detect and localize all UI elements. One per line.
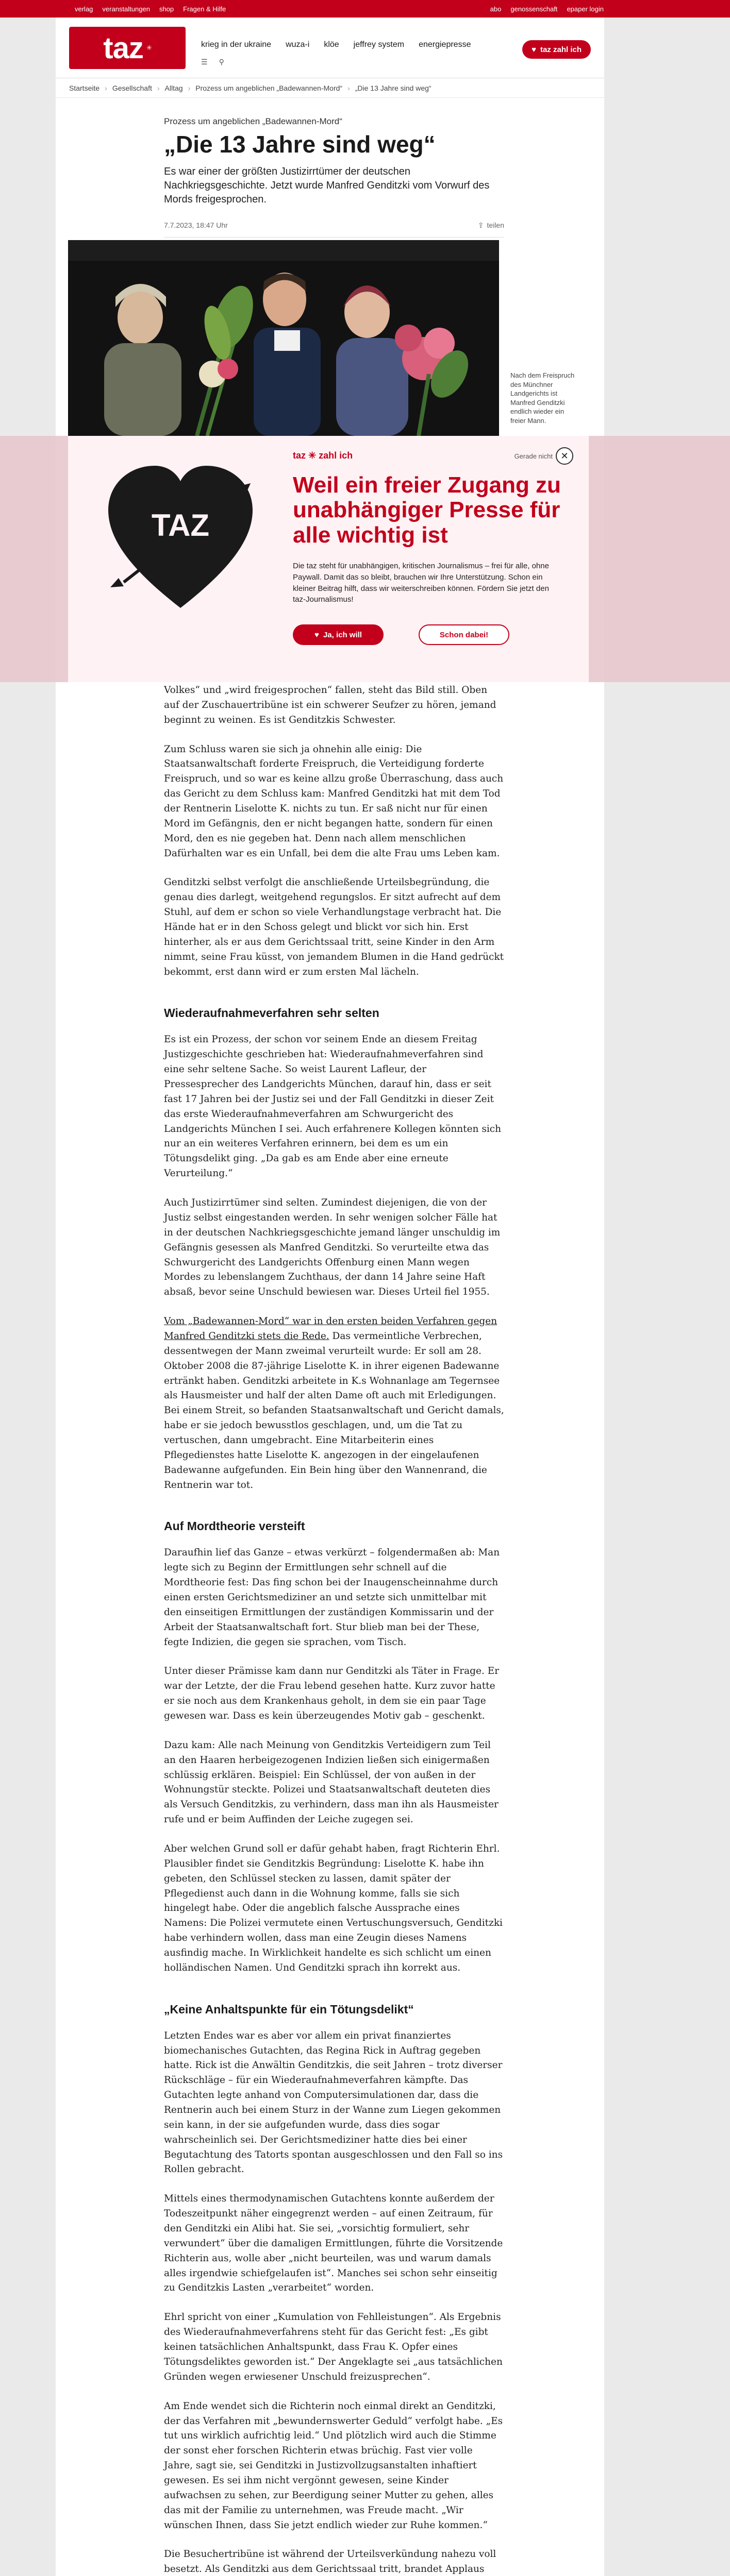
- nav-item-4[interactable]: jeffrey system: [353, 40, 405, 49]
- article-headline: „Die 13 Jahre sind weg“: [164, 131, 436, 158]
- nav-icons: [201, 58, 224, 66]
- heart-logo-text: TAZ: [151, 508, 210, 543]
- paragraph: Letzten Endes war es aber vor allem ein privat finanziertes biomechanisches Gutachten, das Regina Rick in Auftrag gegeben hatte. Rick ist die Anwältin Genditzkis, die seit Jahren – trotz diverser Rückschläge – für ein Wiederaufnahmeverfahren kämpfte. Das Gutachten legte anhand von Computersimulationen dar, dass die Rentnerin auch bei einem Sturz in der Wanne zum Liegen gekommen sein kann, in der sie aufgefunden wurde, dass dies sogar wahrscheinlich sei. Der Gerichtsmediziner hatte dies bei einer Begutachtung des Tatorts spontan ausgeschlossen und den Fall so ins Rollen gebracht.: [164, 2030, 503, 2175]
- share-label: teilen: [487, 221, 504, 230]
- close-icon[interactable]: ✕: [556, 447, 573, 465]
- logo-text: taz: [103, 31, 143, 65]
- breadcrumb-item-topic[interactable]: Prozess um angeblichen „Badewannen-Mord“: [195, 84, 343, 92]
- paragraph: Es ist ein Prozess, der schon vor seinem Ende an diesem Freitag Justizgeschichte geschrieben hat: Wiederaufnahmeverfahren sind eine sehr seltene Sache. So weist Laurent Lafleur, der Pressesprecher des Landgerichts München, darauf hin, dass er seit fast 17 Jahren bei der Justiz sei und der Fall Genditzki in dieser Zeit das erste Wiederaufnahmeverfahren am Schwurgericht des Landgerichts München I sei. Auch erfahrenere Kollegen könnten sich nur an ein weiteres Verfahren erinnern, bei dem es um ein Tötungsdelikt ging. „Da gab es am Ende aber eine erneute Verurteilung.“: [164, 1034, 502, 1179]
- paragraph: Mittels eines thermodynamischen Gutachtens konnte außerdem der Todeszeitpunkt näher eingegrenzt werden – auf einen Zeitraum, für den Genditzki ein Alibi hat. Sie sei, „vorsichtig formuliert, sehr verwundert“ über die damaligen Ermittlungen, führte die Vorsitzende Richterin aus, wolle aber „nicht beurteilen, was und warum damals alles irgendwie schiefgelaufen ist“. Manches sei schon sehr einseitig zu Genditzkis Lasten „verarbeitet“ worden.: [164, 2193, 503, 2294]
- paragraph-text: Das vermeintliche Verbrechen, dessentwegen der Mann zweimal verurteilt wurde: Er soll am 28. Oktober 2008 die 87-jährige Liselotte K. in ihrer eigenen Badewanne ertränkt haben. Genditzki arbeitete in K.s Wohnanlage am Tegernsee als Hausmeister und half der alten Dame oft auch mit Erledigungen. Bei einem Streit, so befanden Staatsanwaltschaft und Gericht damals, habe er sie jedoch bewusstlos geschlagen, und, um die Tat zu vertuschen, dann umgebracht. Eine Mitarbeiterin eines Pflegedienstes hatte Liselotte K. angezogen in der eingelaufenen Badewanne aufgefunden. Ein Bein hing über den Wannenrand, die Rentnerin war tot.: [164, 1330, 504, 1490]
- heart-logo-icon: [103, 459, 258, 618]
- paragraph: Aber welchen Grund soll er dafür gehabt haben, fragt Richterin Ehrl. Plausibler findet sie Genditzkis Begründung: Liselotte K. habe ihn gebeten, den Schlüssel stecken zu lassen, damit später der Pflegedienst auch dann in die Wohnung komme, falls sie sich hingelegt habe. Oder die angeblich falsche Aussprache eines Namens: Die Polizei vermutete einen Vertuschungsversuch, Genditzki habe verhindern wollen, dass man eine Zeugin dieses Namens ausfindig mache. In Wirklichkeit handelte es sich schlicht um einen holländischen Namen. Und Genditzki sprach ihn korrekt aus.: [164, 1843, 503, 1973]
- support-button-label: taz zahl ich: [540, 45, 582, 54]
- breadcrumb-item-alltag[interactable]: Alltag: [164, 84, 183, 92]
- banner-brand: taz ✳ zahl ich: [293, 450, 353, 461]
- banner-text: Die taz steht für unabhängigen, kritischen Journalismus – frei für alle, ohne Paywall. Damit das so bleibt, brauchen wir Ihre Unterstützung. Schon ein kleiner Beitrag hilft, dass wir weiterschreiben können. Fördern Sie jetzt den taz-Journalismus!: [293, 562, 549, 604]
- main-nav: [201, 40, 471, 49]
- taz-logo[interactable]: [69, 27, 186, 69]
- paragraph: Dazu kam: Alle nach Meinung von Genditzkis Verteidigern zum Teil an den Haaren herbeigezogenen Indizien ließen sich einigermaßen schlüssig erklären. Beispiel: Ein Schlüssel, der von außen in der Wohnungstür steckte. Polizei und Staatsanwaltschaft deuteten dies als Versuch Genditzkis, zu verhindern, dass man ihn als Hausmeister rufe und er beim Auffinden der Leiche zugegen sei.: [164, 1739, 499, 1825]
- paragraph: Die Besuchertribüne ist während der Urteilsverkündung nahezu voll besetzt. Als Genditzki aus dem Gerichtssaal tritt, brandet Applaus: [164, 2549, 496, 2575]
- paragraph: Genditzki selbst verfolgt die anschließende Urteilsbegründung, die genau dies darlegt, weitgehend regungslos. Er sitzt aufrecht auf dem Stuhl, auf dem er schon so viele Verhandlungstage verbracht hat. Die Hände hat er in den Schoss gelegt und blickt vor sich hin. Erst hinterher, als er aus dem Gerichtssaal tritt, seine Kinder in den Arm nimmt, seine Frau küsst, von jemandem Blumen in die Hand gedrückt bekommt, erst dann wird er zum ersten Mal lächeln.: [164, 877, 504, 977]
- breadcrumb-item-current: „Die 13 Jahre sind weg“: [355, 84, 432, 92]
- article-teaser: Es war einer der größten Justizirrtümer der deutschen Nachkriegsgeschichte. Jetzt wurde Manfred Genditzki vom Vorwurf des Mords freigesprochen.: [164, 165, 490, 205]
- paragraph: Unter dieser Prämisse kam dann nur Genditzki als Täter in Frage. Er war der Letzte, der die Frau lebend gesehen hatte. Kurz zuvor hatte er sie noch aus dem Krankenhaus geholt, in dem sie ein paar Tage gewesen war. Dass es kein überzeugendes Motiv gab – geschenkt.: [164, 1666, 500, 1721]
- paragraph: Volkes“ und „wird freigesprochen“ fallen, steht das Bild still. Oben auf der Zuschauertribüne ist ein schwerer Seufzer zu hören, jemand beginnt zu weinen. Es ist Genditzkis Schwester.: [164, 685, 496, 725]
- article-header: [164, 116, 504, 238]
- topbar-link-help[interactable]: Fragen & Hilfe: [183, 5, 226, 13]
- paragraph: Ehrl spricht von einer „Kumulation von Fehlleistungen“. Als Ergebnis des Wiederaufnahmeverfahrens steht für das Gericht fest: „Es gibt keinen tatsächlichen Anhaltspunkt, dass Frau K. Opfer eines Tötungsdeliktes geworden ist.“ Der Angeklagte sei „aus tatsächlichen Gründen wegen erwiesener Unschuld freizusprechen“.: [164, 2312, 503, 2382]
- top-bar: [0, 0, 730, 18]
- yes-button-label: Ja, ich will: [323, 630, 362, 639]
- paragraph: Auch Justizirrtümer sind selten. Zumindest diejenigen, die von der Justiz selbst eingestanden werden. In sehr wenigen solcher Fälle hat in der deutschen Nachkriegsgeschichte jemand länger unschuldig im Gefängnis gesessen als Manfred Genditzki. So verurteilte etwa das Schwurgericht des Landgerichts Offenburg einen Mann wegen Mordes zu lebenslangem Zuchthaus, der dann 14 Jahre seine Haft absaß, bevor seine Unschuld bewiesen war. Dieses Urteil fiel 1955.: [164, 1197, 501, 1298]
- topbar-link-genossenschaft[interactable]: genossenschaft: [510, 5, 558, 13]
- subheading: Auf Mordtheorie versteift: [164, 1519, 305, 1533]
- banner-title: Weil ein freier Zugang zu unabhängiger Presse für alle wichtig ist: [293, 472, 561, 548]
- taz-zahl-ich-button[interactable]: [522, 40, 591, 59]
- photo-caption: Nach dem Freispruch des Münchner Landgerichts ist Manfred Genditzki endlich wieder ein freier Mann.: [510, 371, 575, 425]
- nav-item-3[interactable]: klöe: [324, 40, 339, 49]
- topbar-link-veranstaltungen[interactable]: veranstaltungen: [102, 5, 150, 13]
- paragraph: Daraufhin lief das Ganze – etwas verkürzt – folgendermaßen ab: Man legte sich zu Beginn der Ermittlungen sehr schnell auf die Mordtheorie fest: Das fing schon bei der Inaugenscheinnahme durch einen ersten Gerichtsmediziner an und setzte sich unmittelbar mit den einseitigen Ermittlungen der zuständigen Kommissarin und der Arbeit der Staatsanwaltschaft fort. Stur blieb man bei der These, fegte Indizien, die gegen sie sprachen, vom Tisch.: [164, 1547, 500, 1648]
- paragraph: [164, 1314, 504, 1493]
- article-kicker: Prozess um angeblichen „Badewannen-Mord“: [164, 116, 342, 126]
- inline-article-link[interactable]: Vom „Badewannen-Mord“ war in den ersten beiden Verfahren gegen Manfred Genditzki stets die Rede.: [164, 1316, 497, 1342]
- article-photo: [68, 240, 499, 436]
- article-meta: 7.7.2023, 18:47 Uhr ⇪ teilen: [164, 221, 504, 238]
- subheading: Wiederaufnahmeverfahren sehr selten: [164, 1006, 379, 1020]
- paragraph: Am Ende wendet sich die Richterin noch einmal direkt an Genditzki, der das Verfahren mit „bewundernswerter Geduld“ verfolgt habe. „Es tut uns wirklich aufrichtig leid.“ Und plötzlich wird auch die Stimme der sonst eher forschen Richterin etwas brüchig. Fast vier volle Jahre, sagt sie, sei Genditzki in Justizvollzugsanstalten inhaftiert gewesen. Es sei ihm nicht vergönnt gewesen, seine Kinder aufwachsen zu sehen, zur Beerdigung seiner Mutter zu gehen, alles das mit der Familie zu unternehmen, was Freude macht. „Wir wünschen Ihnen, dass Sie jetzt endlich wieder zur Ruhe kommen.“: [164, 2400, 503, 2531]
- topbar-link-verlag[interactable]: verlag: [75, 5, 93, 13]
- breadcrumb-item-gesellschaft[interactable]: Gesellschaft: [112, 84, 152, 92]
- article-time: 18:47 Uhr: [196, 221, 228, 229]
- article-body: [164, 683, 504, 2576]
- breadcrumb-separator: ›: [188, 84, 191, 92]
- already-supporter-button[interactable]: Schon dabei!: [419, 624, 509, 645]
- topbar-link-shop[interactable]: shop: [159, 5, 174, 13]
- topbar-link-epaper[interactable]: epaper login: [567, 5, 604, 13]
- heart-icon: ♥: [314, 630, 319, 639]
- breadcrumb-item-home[interactable]: Startseite: [69, 84, 100, 92]
- site-header: [56, 18, 604, 78]
- nav-item-ukraine[interactable]: krieg in der ukraine: [201, 40, 272, 49]
- photo-illustration: [68, 240, 499, 436]
- menu-icon[interactable]: ☰: [201, 58, 208, 66]
- share-button[interactable]: [478, 221, 504, 230]
- logo-paw-icon: ✳: [146, 44, 152, 52]
- breadcrumb-separator: ›: [157, 84, 160, 92]
- search-icon[interactable]: ⚲: [219, 58, 224, 66]
- share-icon: ⇪: [477, 221, 484, 229]
- breadcrumb: [56, 78, 604, 98]
- yes-button[interactable]: [293, 624, 384, 645]
- paragraph: Zum Schluss waren sie sich ja ohnehin alle einig: Die Staatsanwaltschaft forderte Freispruch, die Verteidigung forderte Freispruch, und so war es keine allzu große Überraschung, dass auch das Gericht zu dem Schluss kam: Manfred Genditzki hat mit dem Tod der Rentnerin Liselotte K. nichts zu tun. Er saß nicht nur für einen Mord im Gefängnis, den er nicht begangen hatte, sondern für einen Mord, den es nie gegeben hat. Denn nach allem menschlichen Dafürhalten war es ein Unfall, bei dem die alte Frau ums Leben kam.: [164, 743, 504, 859]
- breadcrumb-separator: ›: [105, 84, 107, 92]
- subheading: „Keine Anhaltspunkte für ein Tötungsdelikt“: [164, 2002, 414, 2016]
- nav-item-5[interactable]: energiepresse: [419, 40, 471, 49]
- breadcrumb-separator: ›: [347, 84, 350, 92]
- banner-dismiss-label[interactable]: Gerade nicht: [514, 452, 553, 460]
- donation-banner: [68, 436, 589, 682]
- heart-icon: ♥: [532, 45, 536, 54]
- article-date: 7.7.2023: [164, 221, 192, 229]
- nav-item-2[interactable]: wuza-i: [286, 40, 310, 49]
- topbar-link-abo[interactable]: abo: [490, 5, 502, 13]
